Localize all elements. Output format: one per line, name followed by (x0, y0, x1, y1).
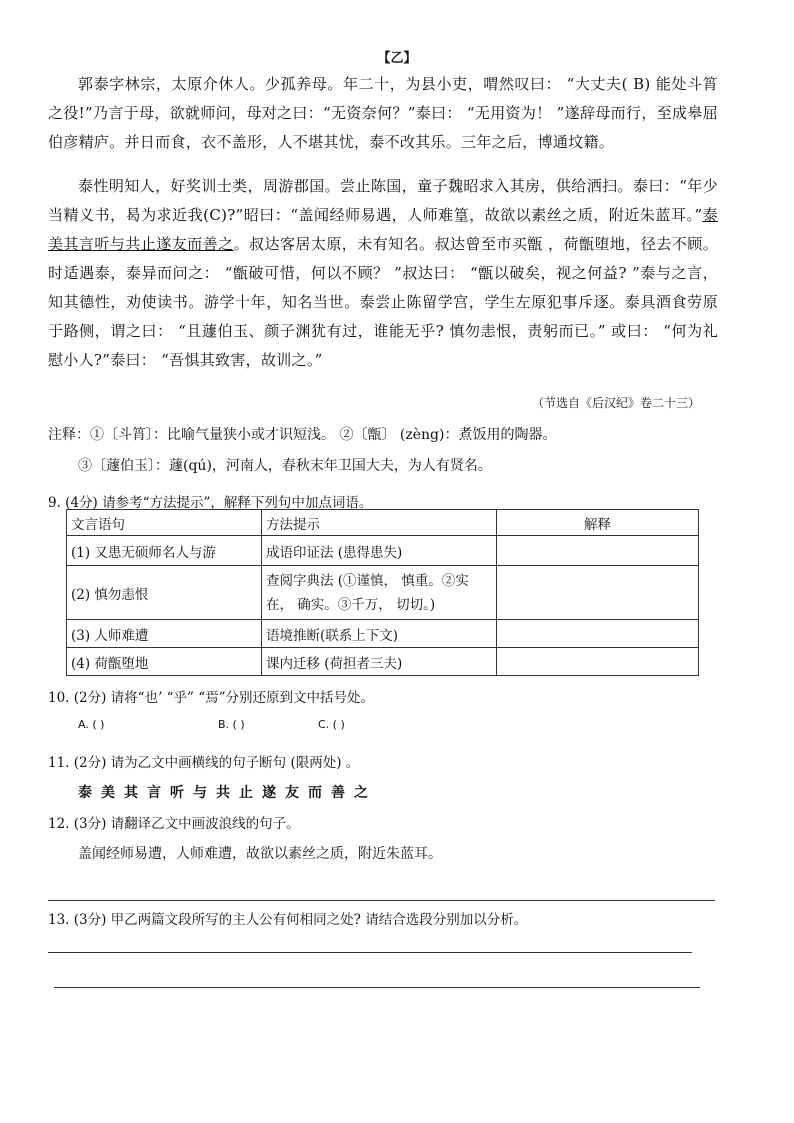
header-cell: 文言语句 (67, 510, 262, 536)
method-cell: 成语印证法 (患得患失) (262, 536, 497, 566)
question-11: 11. (2分) 请为乙文中画横线的句子断句 (限两处) 。 (48, 755, 360, 771)
table-row (67, 620, 699, 648)
paragraph-2-part-b: 。叔达客居太原，未有知名。叔达曾至市买甑 ，荷甑堕地，径去不顾。时适遇泰，泰异而问之： “甑破可惜，何以不顾？ ”叔达曰： “甑以破矣，视之何益? ”泰与之言，知其德性，劝使读书。游学十年，知名当世。泰尝止陈留学宫，学生左原犯事斥逐。泰具酒食劳原于路侧，谓之曰： “且蘧伯玉、颜子渊犹有过，谁能无乎? 慎勿恚恨，责躬而已。” 或曰： “何为礼慰小人?”泰曰： “吾惧其致害，故训之。” (48, 235, 718, 369)
question-9: 9. (4分) 请参考“方法提示”，解释下列句中加点词语。 (48, 495, 373, 511)
method-cell: 查阅字典法 (①谨慎， 慎重。②实在， 确实。③千万， 切切。) (262, 566, 497, 620)
question-13: 13. (3分) 甲乙两篇文段所写的主人公有何相同之处? 请结合选段分别加以分析。 (48, 912, 528, 928)
sentence-to-translate: 盖闻经师易遭，人师难遭，故欲以素丝之质，附近朱蓝耳。 (78, 846, 442, 862)
answer-line[interactable] (48, 900, 715, 901)
option-a[interactable]: A. ( ) (78, 718, 105, 731)
answer-cell[interactable] (497, 566, 699, 620)
answer-cell[interactable] (497, 620, 699, 648)
vocabulary-table (66, 509, 699, 676)
table-row (67, 566, 699, 620)
sentence-cell: (2) 慎勿恚恨 (67, 566, 262, 620)
option-c[interactable]: C. ( ) (318, 718, 345, 731)
passage-paragraph-1: 郭泰字林宗，太原介休人。少孤养母。年二十，为县小吏，喟然叹曰： “大丈夫( B) 能处斗筲 之役!”乃言于母，欲就师问，母对之曰：“无资奈何？”泰曰： “无用资为！ ”遂辞母而行，至成皋屈伯彦精庐。并日而食，衣不盖形，人不堪其忧，泰不改其乐。三年之后，博通坟籍。 (48, 75, 718, 151)
sentence-to-punctuate: 泰美其言听与共止遂友而善之 (78, 785, 377, 801)
answer-line[interactable] (48, 952, 692, 953)
answer-cell[interactable] (497, 648, 699, 676)
header-cell: 方法提示 (262, 510, 497, 536)
sentence-cell: (3) 人师难遭 (67, 620, 262, 648)
sentence-cell: (1) 又患无硕师名人与游 (67, 536, 262, 566)
answer-cell[interactable] (497, 536, 699, 566)
table-row (67, 648, 699, 676)
question-12: 12. (3分) 请翻译乙文中画波浪线的句子。 (48, 816, 300, 832)
method-cell: 语境推断(联系上下文) (262, 620, 497, 648)
table-row (67, 536, 699, 566)
method-cell: 课内迁移 (荷担者三夫) (262, 648, 497, 676)
question-10: 10. (2分) 请将“也’ “乎” “焉”分别还原到文中括号处。 (48, 690, 375, 706)
table-header-row (67, 510, 699, 536)
underlined-sentence: 泰美其言听与共止遂友而善之 (48, 206, 718, 253)
header-cell: 解释 (497, 510, 699, 536)
annotation-line-2: ③〔蘧伯玉〕：蘧(qú)，河南人，春秋末年卫国大夫，为人有贤名。 (78, 458, 492, 474)
answer-line[interactable] (54, 987, 700, 988)
source-citation: （节选自《后汉纪》卷二十三） (531, 396, 700, 410)
passage-title: 【乙】 (377, 51, 417, 66)
annotation-line-1: 注释：①〔斗筲〕：比喻气量狭小或才识短浅。 ②〔甑〕 (zèng)：煮饭用的陶器。 (48, 427, 557, 443)
option-b[interactable]: B. ( ) (218, 718, 245, 731)
passage-paragraph-2 (48, 172, 718, 375)
sentence-cell: (4) 荷甑堕地 (67, 648, 262, 676)
paragraph-2-part-a: 泰性明知人，好奖训士类，周游郡国。尝止陈国，童子魏昭求入其房，供给洒扫。泰曰：“年少当精义书，曷为求近我(C)?”昭曰：“盖闻经师易遇，人师难篁，故欲以素丝之质，附近朱蓝耳。” (48, 177, 718, 224)
